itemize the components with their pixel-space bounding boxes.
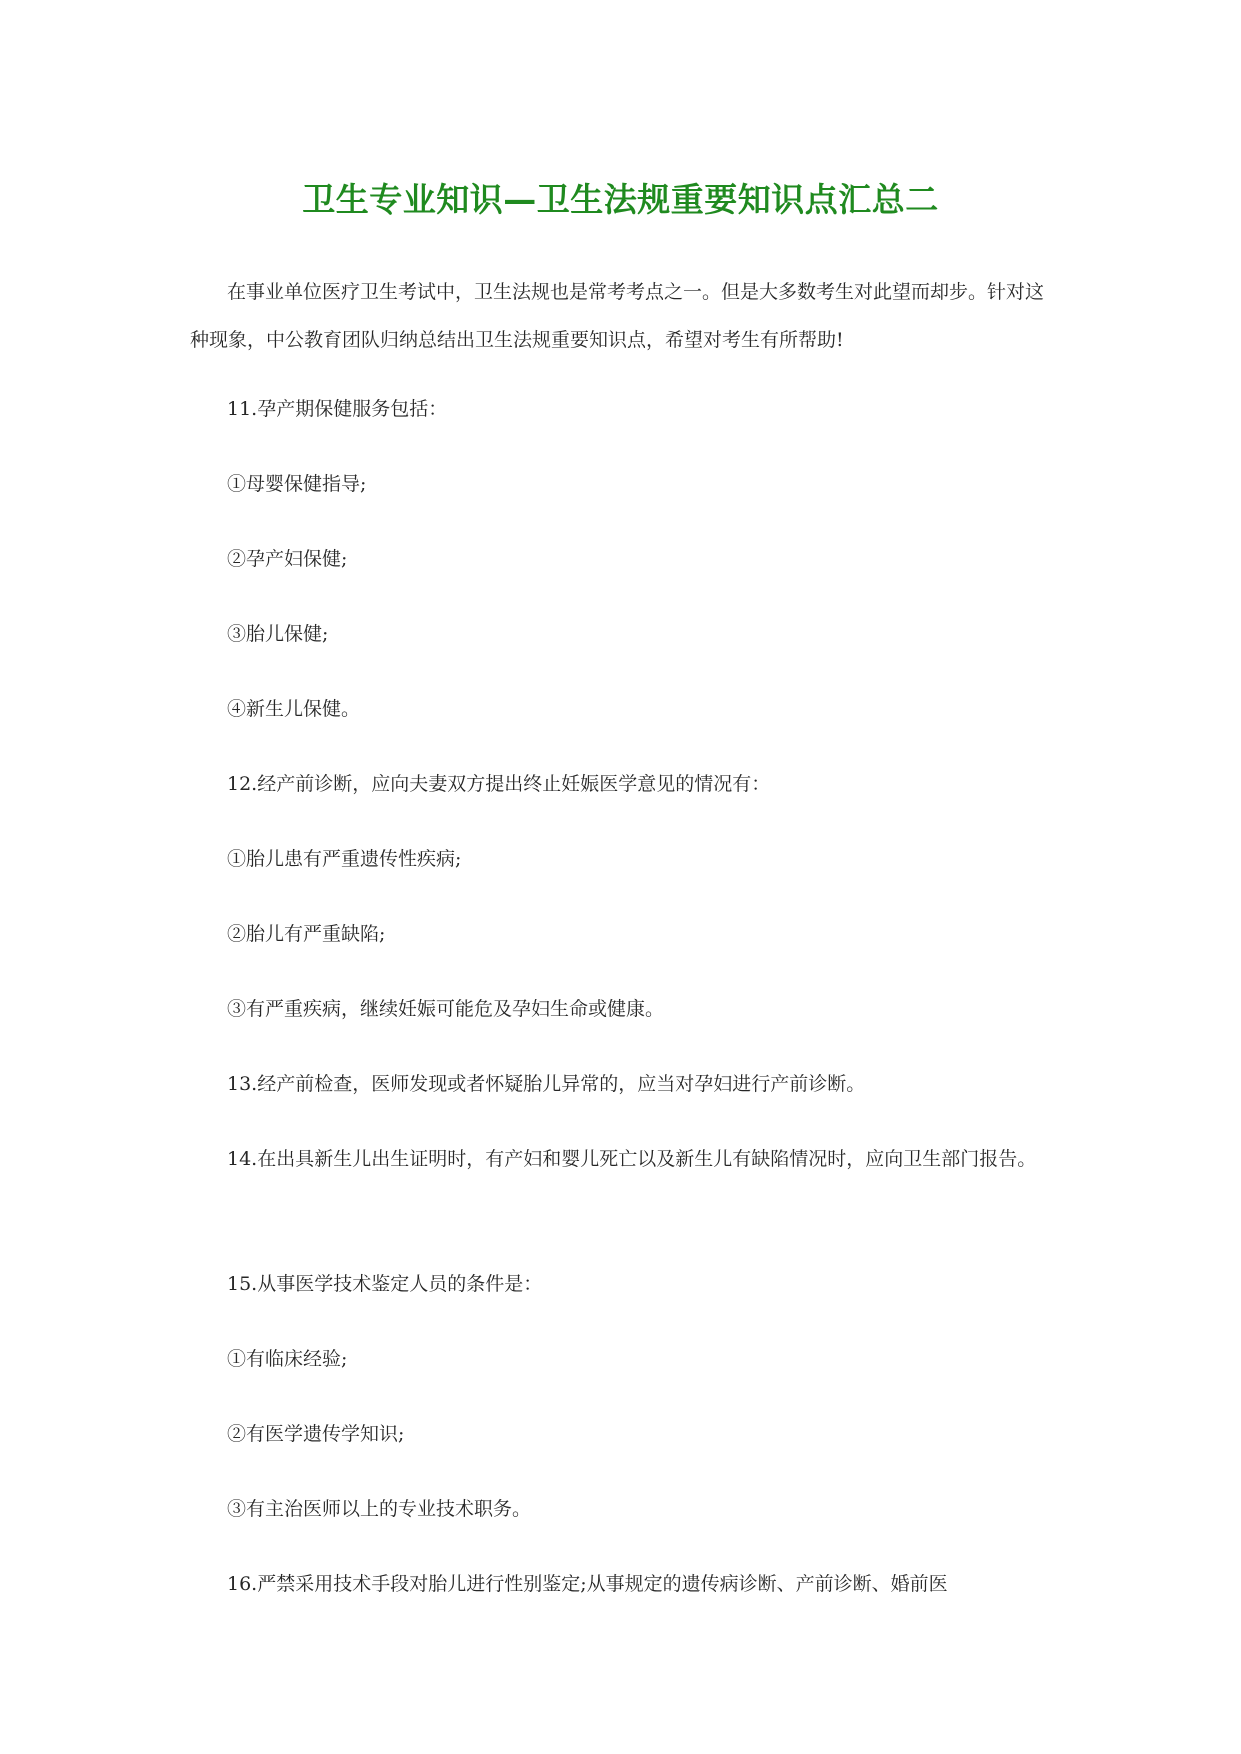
item-15-point-3: ③有主治医师以上的专业技术职务。 xyxy=(227,1498,532,1520)
item-11-heading: 11.孕产期保健服务包括： xyxy=(227,398,448,420)
document-title: 卫生专业知识—卫生法规重要知识点汇总二 xyxy=(302,180,939,219)
item-12-heading: 12.经产前诊断，应向夫妻双方提出终止妊娠医学意见的情况有： xyxy=(227,773,771,795)
item-15-heading: 15.从事医学技术鉴定人员的条件是： xyxy=(227,1273,543,1295)
item-12-point-3: ③有严重疾病，继续妊娠可能危及孕妇生命或健康。 xyxy=(227,998,665,1020)
item-12-point-1: ①胎儿患有严重遗传性疾病; xyxy=(227,848,462,870)
item-11-point-3: ③胎儿保健; xyxy=(227,623,329,645)
item-11-point-4: ④新生儿保健。 xyxy=(227,698,361,720)
item-11-point-1: ①母婴保健指导; xyxy=(227,473,367,495)
item-15-point-1: ①有临床经验; xyxy=(227,1348,348,1370)
item-12-point-2: ②胎儿有严重缺陷; xyxy=(227,923,386,945)
item-13: 13.经产前检查，医师发现或者怀疑胎儿异常的，应当对孕妇进行产前诊断。 xyxy=(227,1073,866,1095)
item-11-point-2: ②孕产妇保健; xyxy=(227,548,348,570)
intro-paragraph: 在事业单位医疗卫生考试中，卫生法规也是常考考点之一。但是大多数考生对此望而却步。针对这种现象，中公教育团队归纳总结出卫生法规重要知识点，希望对考生有所帮助! xyxy=(190,281,1045,351)
item-14: 14.在出具新生儿出生证明时，有产妇和婴儿死亡以及新生儿有缺陷情况时，应向卫生部门报告。 xyxy=(227,1148,1037,1170)
item-15-point-2: ②有医学遗传学知识; xyxy=(227,1423,405,1445)
item-16: 16.严禁采用技术手段对胎儿进行性别鉴定;从事规定的遗传病诊断、产前诊断、婚前医 xyxy=(227,1573,948,1595)
